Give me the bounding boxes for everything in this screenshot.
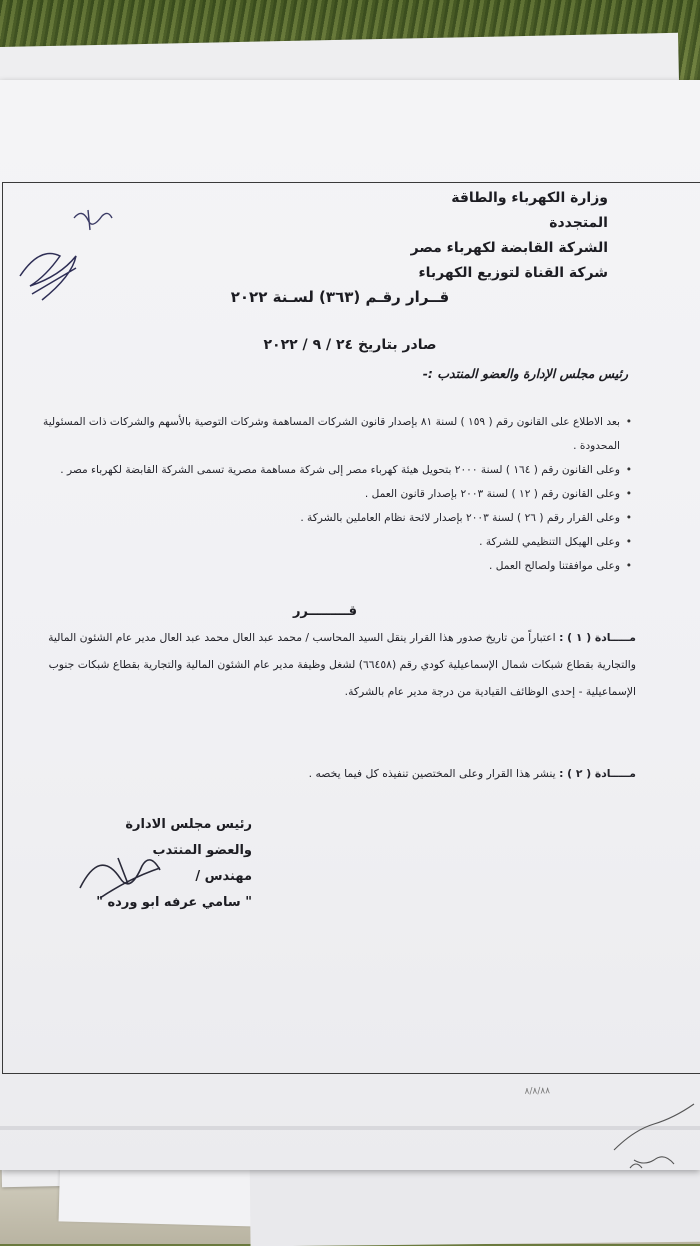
clause-item: • وعلى موافقتنا ولصالح العمل .	[12, 554, 632, 578]
faint-stamp-text: ٨/٨/٨٨	[524, 1086, 551, 1097]
preamble-clauses	[12, 410, 632, 578]
article-label: مـــــادة ( ٢ ) :	[559, 767, 636, 780]
decrees-heading: قـــــــــرر	[292, 604, 358, 619]
signature-mark	[70, 838, 180, 908]
clause-item: • وعلى القانون رقم ( ١٢ ) لسنة ٢٠٠٣ بإصدار قانون العمل .	[12, 482, 632, 506]
clause-item: • وعلى القانون رقم ( ١٦٤ ) لسنة ٢٠٠٠ بتحويل هيئة كهرباء مصر إلى شركة مساهمة مصرية تسمى الشركة القابضة لكهرباء مصر .	[12, 458, 632, 482]
signature-title: رئيس مجلس الادارة	[125, 817, 252, 832]
letterhead	[388, 186, 608, 286]
sheet-edge-shadow	[0, 1126, 700, 1130]
letterhead-ministry: وزارة الكهرباء والطاقة المتجددة	[451, 190, 608, 231]
letterhead-company: شركة القناة لتوزيع الكهرباء	[418, 265, 608, 281]
letterhead-holding-company: الشركة القابضة لكهرباء مصر	[410, 240, 608, 256]
decision-date: صادر بتاريخ ٢٤ / ٩ / ٢٠٢٢	[263, 337, 437, 353]
clause-item: • وعلى القرار رقم ( ٢٦ ) لسنة ٢٠٠٣ بإصدار لائحة نظام العاملين بالشركة .	[12, 506, 632, 530]
article-text: اعتباراً من تاريخ صدور هذا القرار ينقل السيد المحاسب / محمد عبد العال محمد عبد العال مدير عام الشئون المالية والتجارية بقطاع شبكات شمال الإسماعيلية كودي رقم (٦٦٤٥٨) لشغل وظيفة مدير عام الشئون المالية والتجارية بقطاع شبكات جنوب الإسماعيلية - إحدى الوظائف القيادية من درجة مدير عام بالشركة.	[48, 631, 636, 698]
handwritten-note	[12, 200, 132, 310]
article-2	[6, 760, 636, 787]
clause-item: • بعد الاطلاع على القانون رقم ( ١٥٩ ) لسنة ٨١ بإصدار قانون الشركات المساهمة وشركات التوصية بالأسهم والشركات ذات المسئولية المحدودة .	[12, 410, 632, 458]
addressee-line: رئيس مجلس الإدارة والعضو المنتدب :-	[422, 366, 628, 381]
article-label: مـــــادة ( ١ ) :	[559, 631, 636, 644]
signature-name: " سامي عرفه ابو ورده "	[96, 895, 252, 910]
article-text: ينشر هذا القرار وعلى المختصين تنفيذه كل فيما يخصه .	[308, 767, 556, 780]
signature-role: والعضو المنتدب	[152, 843, 252, 858]
signature-prefix: مهندس /	[195, 869, 252, 884]
article-1	[6, 624, 636, 705]
clause-item: • وعلى الهيكل التنظيمي للشركة .	[12, 530, 632, 554]
decision-title: قــرار رقـم (٣٦٣) لسـنة ٢٠٢٢	[230, 288, 450, 306]
corner-handwriting	[604, 1100, 700, 1180]
